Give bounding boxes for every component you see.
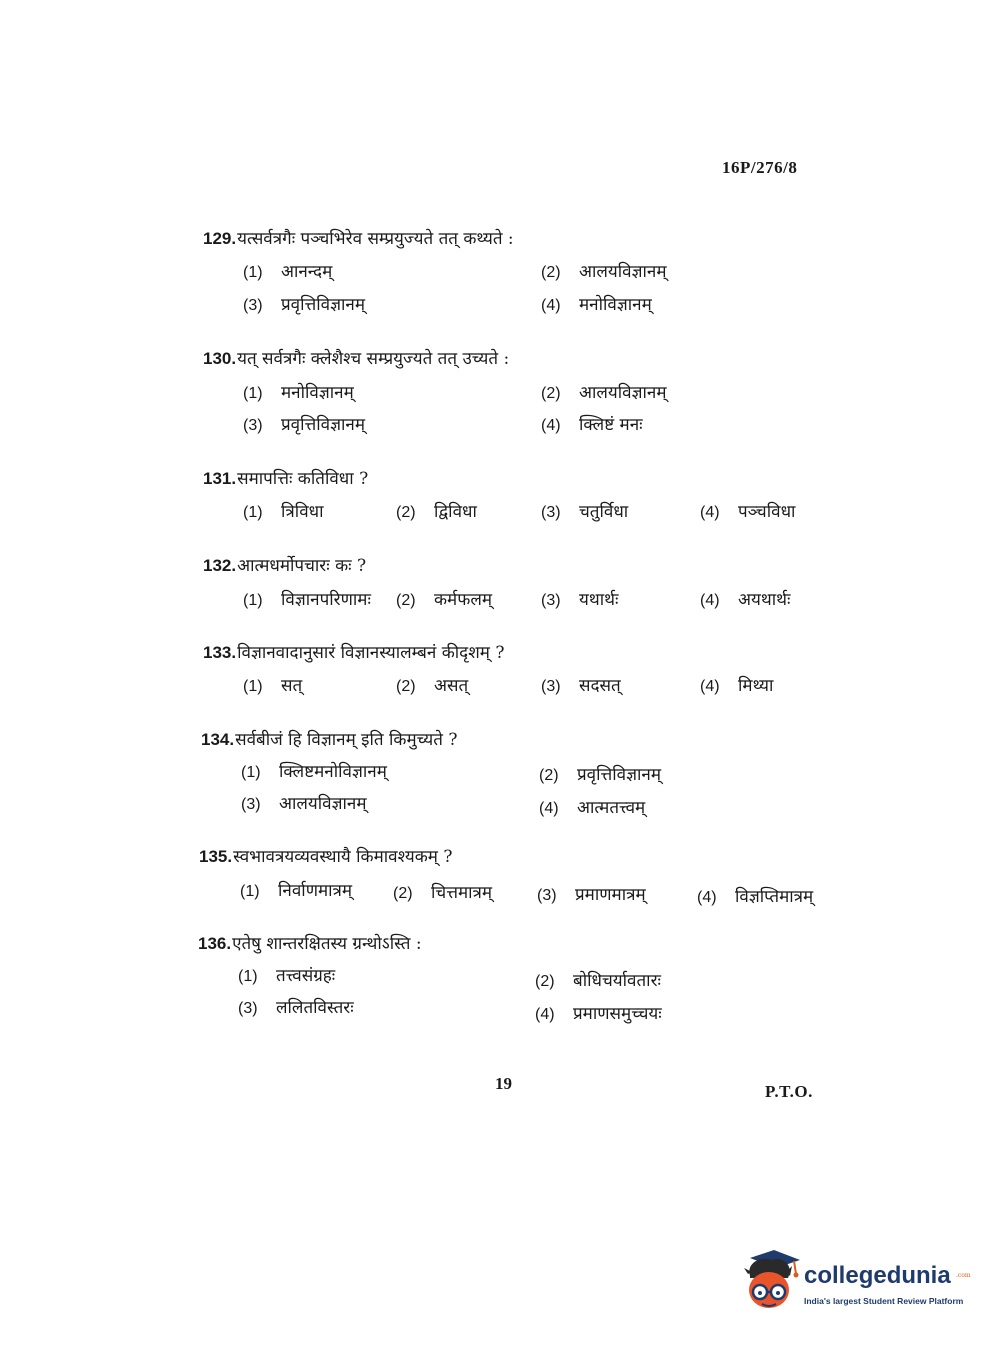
option-number: (3) <box>243 417 263 434</box>
option-number: (2) <box>393 885 413 902</box>
option-text: अयथार्थः <box>738 590 791 610</box>
option-number: (2) <box>396 678 416 695</box>
option-number: (2) <box>535 973 555 990</box>
option-number: (1) <box>238 968 258 985</box>
question-number: 135. <box>199 847 233 866</box>
option-text: प्रमाणसमुच्चयः <box>573 1004 662 1024</box>
question-text: यत् सर्वत्रगैः क्लेशैश्च सम्प्रयुज्यते तत् उच्यते : <box>237 349 510 369</box>
option-text: मनोविज्ञानम् <box>281 383 354 403</box>
option-text: द्विविधा <box>434 502 477 522</box>
option-3 <box>243 297 365 314</box>
option-text: ललितविस्तरः <box>276 998 354 1018</box>
option-number: (4) <box>700 678 720 695</box>
option-number: (1) <box>243 504 263 521</box>
option-1 <box>243 678 302 695</box>
question-text: यत्सर्वत्रगैः पञ्चभिरेव सम्प्रयुज्यते तत् कथ्यते : <box>237 229 514 249</box>
option-text: तत्त्वसंग्रहः <box>276 966 336 986</box>
question-number: 131. <box>203 469 237 488</box>
option-text: प्रवृत्तिविज्ञानम् <box>281 295 366 315</box>
page-number: 19 <box>495 1074 512 1093</box>
option-1 <box>243 504 324 521</box>
option-number: (3) <box>541 678 561 695</box>
option-3 <box>541 504 628 521</box>
question-number: 132. <box>203 556 237 575</box>
option-2 <box>396 592 492 609</box>
question-number: 134. <box>201 730 235 749</box>
option-text: विज्ञप्तिमात्रम् <box>735 887 814 907</box>
option-number: (4) <box>535 1006 555 1023</box>
paper-code: 16P/276/8 <box>722 158 798 177</box>
option-3 <box>541 678 621 695</box>
option-text: सत् <box>281 676 303 696</box>
option-1 <box>238 968 335 985</box>
option-2 <box>396 504 477 521</box>
question-number: 133. <box>203 643 237 662</box>
option-2 <box>396 678 468 695</box>
option-number: (3) <box>537 887 557 904</box>
option-3 <box>243 417 365 434</box>
option-4 <box>697 889 813 906</box>
option-number: (2) <box>541 385 561 402</box>
option-number: (2) <box>539 767 559 784</box>
option-text: आलयविज्ञानम् <box>279 794 367 814</box>
option-text: चतुर्विधा <box>579 502 629 522</box>
brand-name: collegedunia <box>804 1262 951 1289</box>
option-text: निर्वाणमात्रम् <box>278 881 353 901</box>
option-text: पञ्चविधा <box>738 502 796 522</box>
option-number: (3) <box>238 1000 258 1017</box>
option-text: चित्तमात्रम् <box>431 883 493 903</box>
option-text: मिथ्या <box>738 676 774 696</box>
option-text: आलयविज्ञानम् <box>579 383 667 403</box>
option-number: (1) <box>243 592 263 609</box>
option-number: (4) <box>697 889 717 906</box>
question-text: एतेषु शान्तरक्षितस्य ग्रन्थोऽस्ति : <box>232 934 422 954</box>
option-3 <box>238 1000 354 1017</box>
option-2 <box>535 973 661 990</box>
option-4 <box>541 297 652 314</box>
option-text: सदसत् <box>579 676 621 696</box>
option-number: (4) <box>700 504 720 521</box>
option-number: (1) <box>243 264 263 281</box>
option-text: बोधिचर्यावतारः <box>573 971 661 991</box>
question-number: 136. <box>198 934 232 953</box>
option-text: आत्मतत्त्वम् <box>577 798 646 818</box>
option-number: (2) <box>396 504 416 521</box>
option-text: प्रवृत्तिविज्ञानम् <box>577 765 662 785</box>
option-4 <box>539 800 645 817</box>
brand-tagline: India's largest Student Review Platform <box>804 1296 964 1306</box>
option-text: असत् <box>434 676 469 696</box>
option-number: (3) <box>241 796 261 813</box>
option-text: विज्ञानपरिणामः <box>281 590 371 610</box>
option-text: कर्मफलम् <box>434 590 493 610</box>
question-text: आत्मधर्मोपचारः कः ? <box>237 556 367 576</box>
question-text: सर्वबीजं हि विज्ञानम् इति किमुच्यते ? <box>235 730 458 750</box>
option-number: (4) <box>700 592 720 609</box>
option-number: (2) <box>396 592 416 609</box>
option-3 <box>537 887 646 904</box>
option-4 <box>700 592 790 609</box>
option-1 <box>243 592 371 609</box>
option-4 <box>535 1006 662 1023</box>
option-3 <box>241 796 367 813</box>
option-number: (1) <box>243 385 263 402</box>
question-number: 130. <box>203 349 237 368</box>
question-text: स्वभावत्रयव्यवस्थायै किमावश्यकम् ? <box>233 847 453 867</box>
option-1 <box>243 264 332 281</box>
option-text: प्रवृत्तिविज्ञानम् <box>281 415 366 435</box>
option-number: (2) <box>541 264 561 281</box>
option-number: (1) <box>243 678 263 695</box>
collegedunia-logo[interactable] <box>742 1248 972 1316</box>
option-1 <box>241 764 387 781</box>
option-number: (3) <box>243 297 263 314</box>
option-text: क्लिष्टमनोविज्ञानम् <box>279 762 387 782</box>
question-number: 129. <box>203 229 237 248</box>
option-number: (3) <box>541 592 561 609</box>
option-text: आलयविज्ञानम् <box>579 262 667 282</box>
question-text: विज्ञानवादानुसारं विज्ञानस्यालम्बनं कीदृशम् ? <box>237 643 505 663</box>
option-text: क्लिष्टं मनः <box>579 415 643 435</box>
option-text: मनोविज्ञानम् <box>579 295 652 315</box>
student-mascot-icon <box>742 1248 802 1316</box>
option-3 <box>541 592 618 609</box>
option-2 <box>541 264 667 281</box>
question-text: समापत्तिः कतिविधा ? <box>237 469 369 489</box>
option-number: (4) <box>541 417 561 434</box>
option-number: (1) <box>241 764 261 781</box>
pto-label: P.T.O. <box>765 1082 813 1101</box>
option-4 <box>700 678 773 695</box>
option-number: (4) <box>539 800 559 817</box>
option-4 <box>700 504 795 521</box>
option-2 <box>539 767 661 784</box>
brand-domain-suffix: .com <box>956 1272 971 1279</box>
option-1 <box>240 883 352 900</box>
option-text: प्रमाणमात्रम् <box>575 885 646 905</box>
option-2 <box>393 885 492 902</box>
option-text: त्रिविधा <box>281 502 324 522</box>
option-number: (4) <box>541 297 561 314</box>
option-2 <box>541 385 667 402</box>
option-1 <box>243 385 354 402</box>
option-text: आनन्दम् <box>281 262 333 282</box>
option-4 <box>541 417 643 434</box>
option-number: (3) <box>541 504 561 521</box>
option-number: (1) <box>240 883 260 900</box>
option-text: यथार्थः <box>579 590 619 610</box>
